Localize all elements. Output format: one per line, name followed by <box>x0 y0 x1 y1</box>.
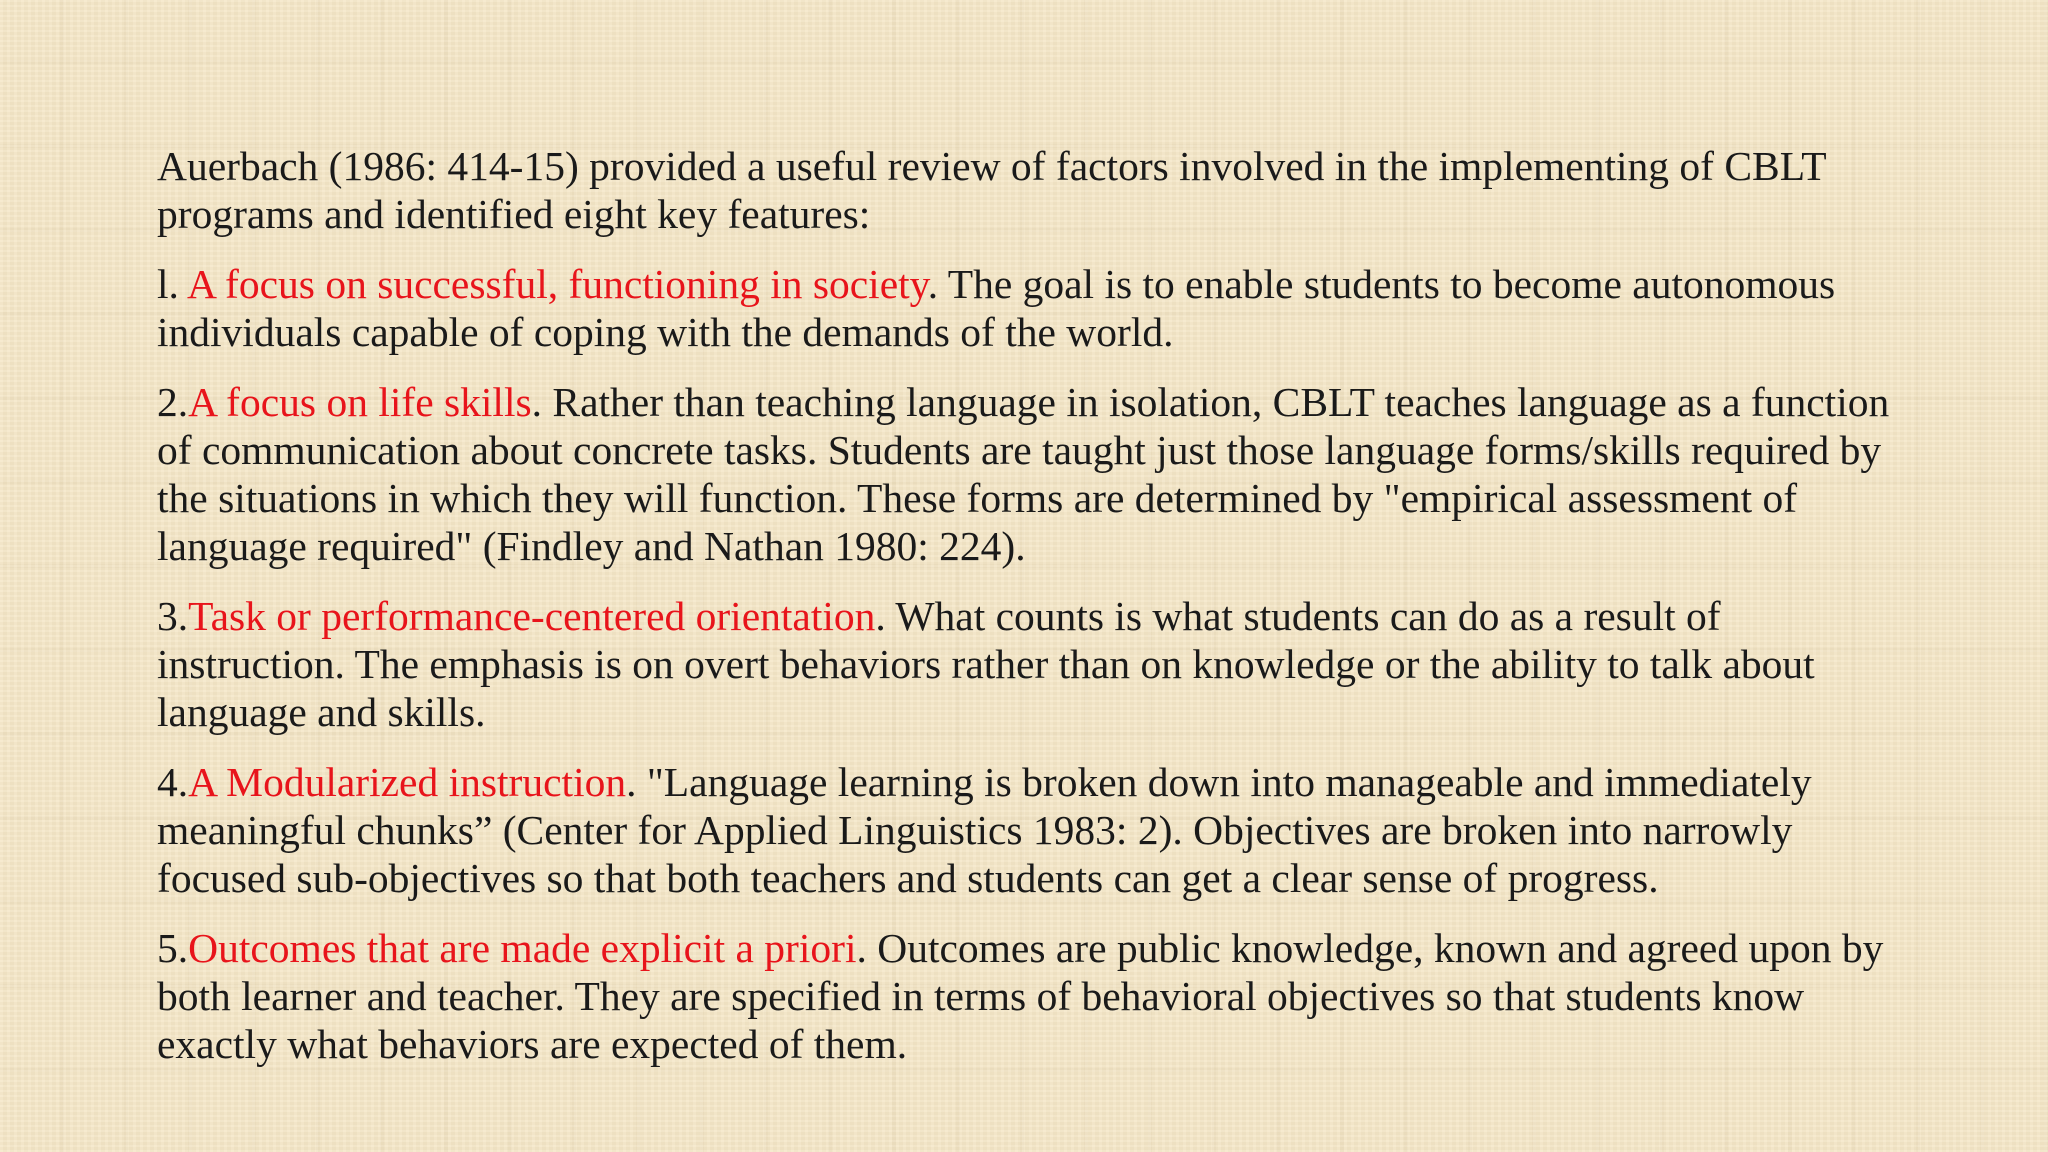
item-number: l. <box>157 261 187 307</box>
feature-item-2 <box>157 378 1897 570</box>
item-highlight: Outcomes that are made explicit a priori <box>188 925 857 971</box>
feature-item-4 <box>157 758 1897 902</box>
item-text: . "Language learning is broken down into manageable and immediately meaningful chunks” (Center for Applied Linguistics 1983: 2). Objectives are broken into narrowly focused sub-objectives so that both teachers and students can get a clear sense of progress. <box>157 759 1812 901</box>
item-highlight: Task or performance-centered orientation <box>188 593 876 639</box>
item-number: 3. <box>157 593 189 639</box>
item-text: . Rather than teaching language in isolation, CBLT teaches language as a function of communication about concrete tasks. Students are taught just those language forms/skills required by the situations in which they will function. These forms are determined by "empirical assessment of language required" (Findley and Nathan 1980: 224). <box>157 379 1890 569</box>
item-number: 4. <box>157 759 189 805</box>
item-text: . What counts is what students can do as a result of instruction. The emphasis is on overt behaviors rather than on knowledge or the ability to talk about language and skills. <box>157 593 1815 735</box>
slide-content <box>157 142 1897 1090</box>
item-highlight: A Modularized instruction <box>188 759 627 805</box>
feature-item-1 <box>157 260 1897 356</box>
feature-item-3 <box>157 592 1897 736</box>
item-number: 5. <box>157 925 189 971</box>
item-text: . Outcomes are public knowledge, known and agreed upon by both learner and teacher. They are specified in terms of behavioral objectives so that students know exactly what behaviors are expected of them. <box>157 925 1884 1067</box>
item-text: . The goal is to enable students to become autonomous individuals capable of coping with the demands of the world. <box>157 261 1836 355</box>
feature-item-5 <box>157 924 1897 1068</box>
intro-paragraph: Auerbach (1986: 414-15) provided a useful review of factors involved in the implementing of CBLT programs and identified eight key features: <box>157 143 1826 237</box>
item-highlight: A focus on successful, functioning in society <box>187 261 928 307</box>
item-number: 2. <box>157 379 189 425</box>
item-highlight: A focus on life skills <box>188 379 532 425</box>
